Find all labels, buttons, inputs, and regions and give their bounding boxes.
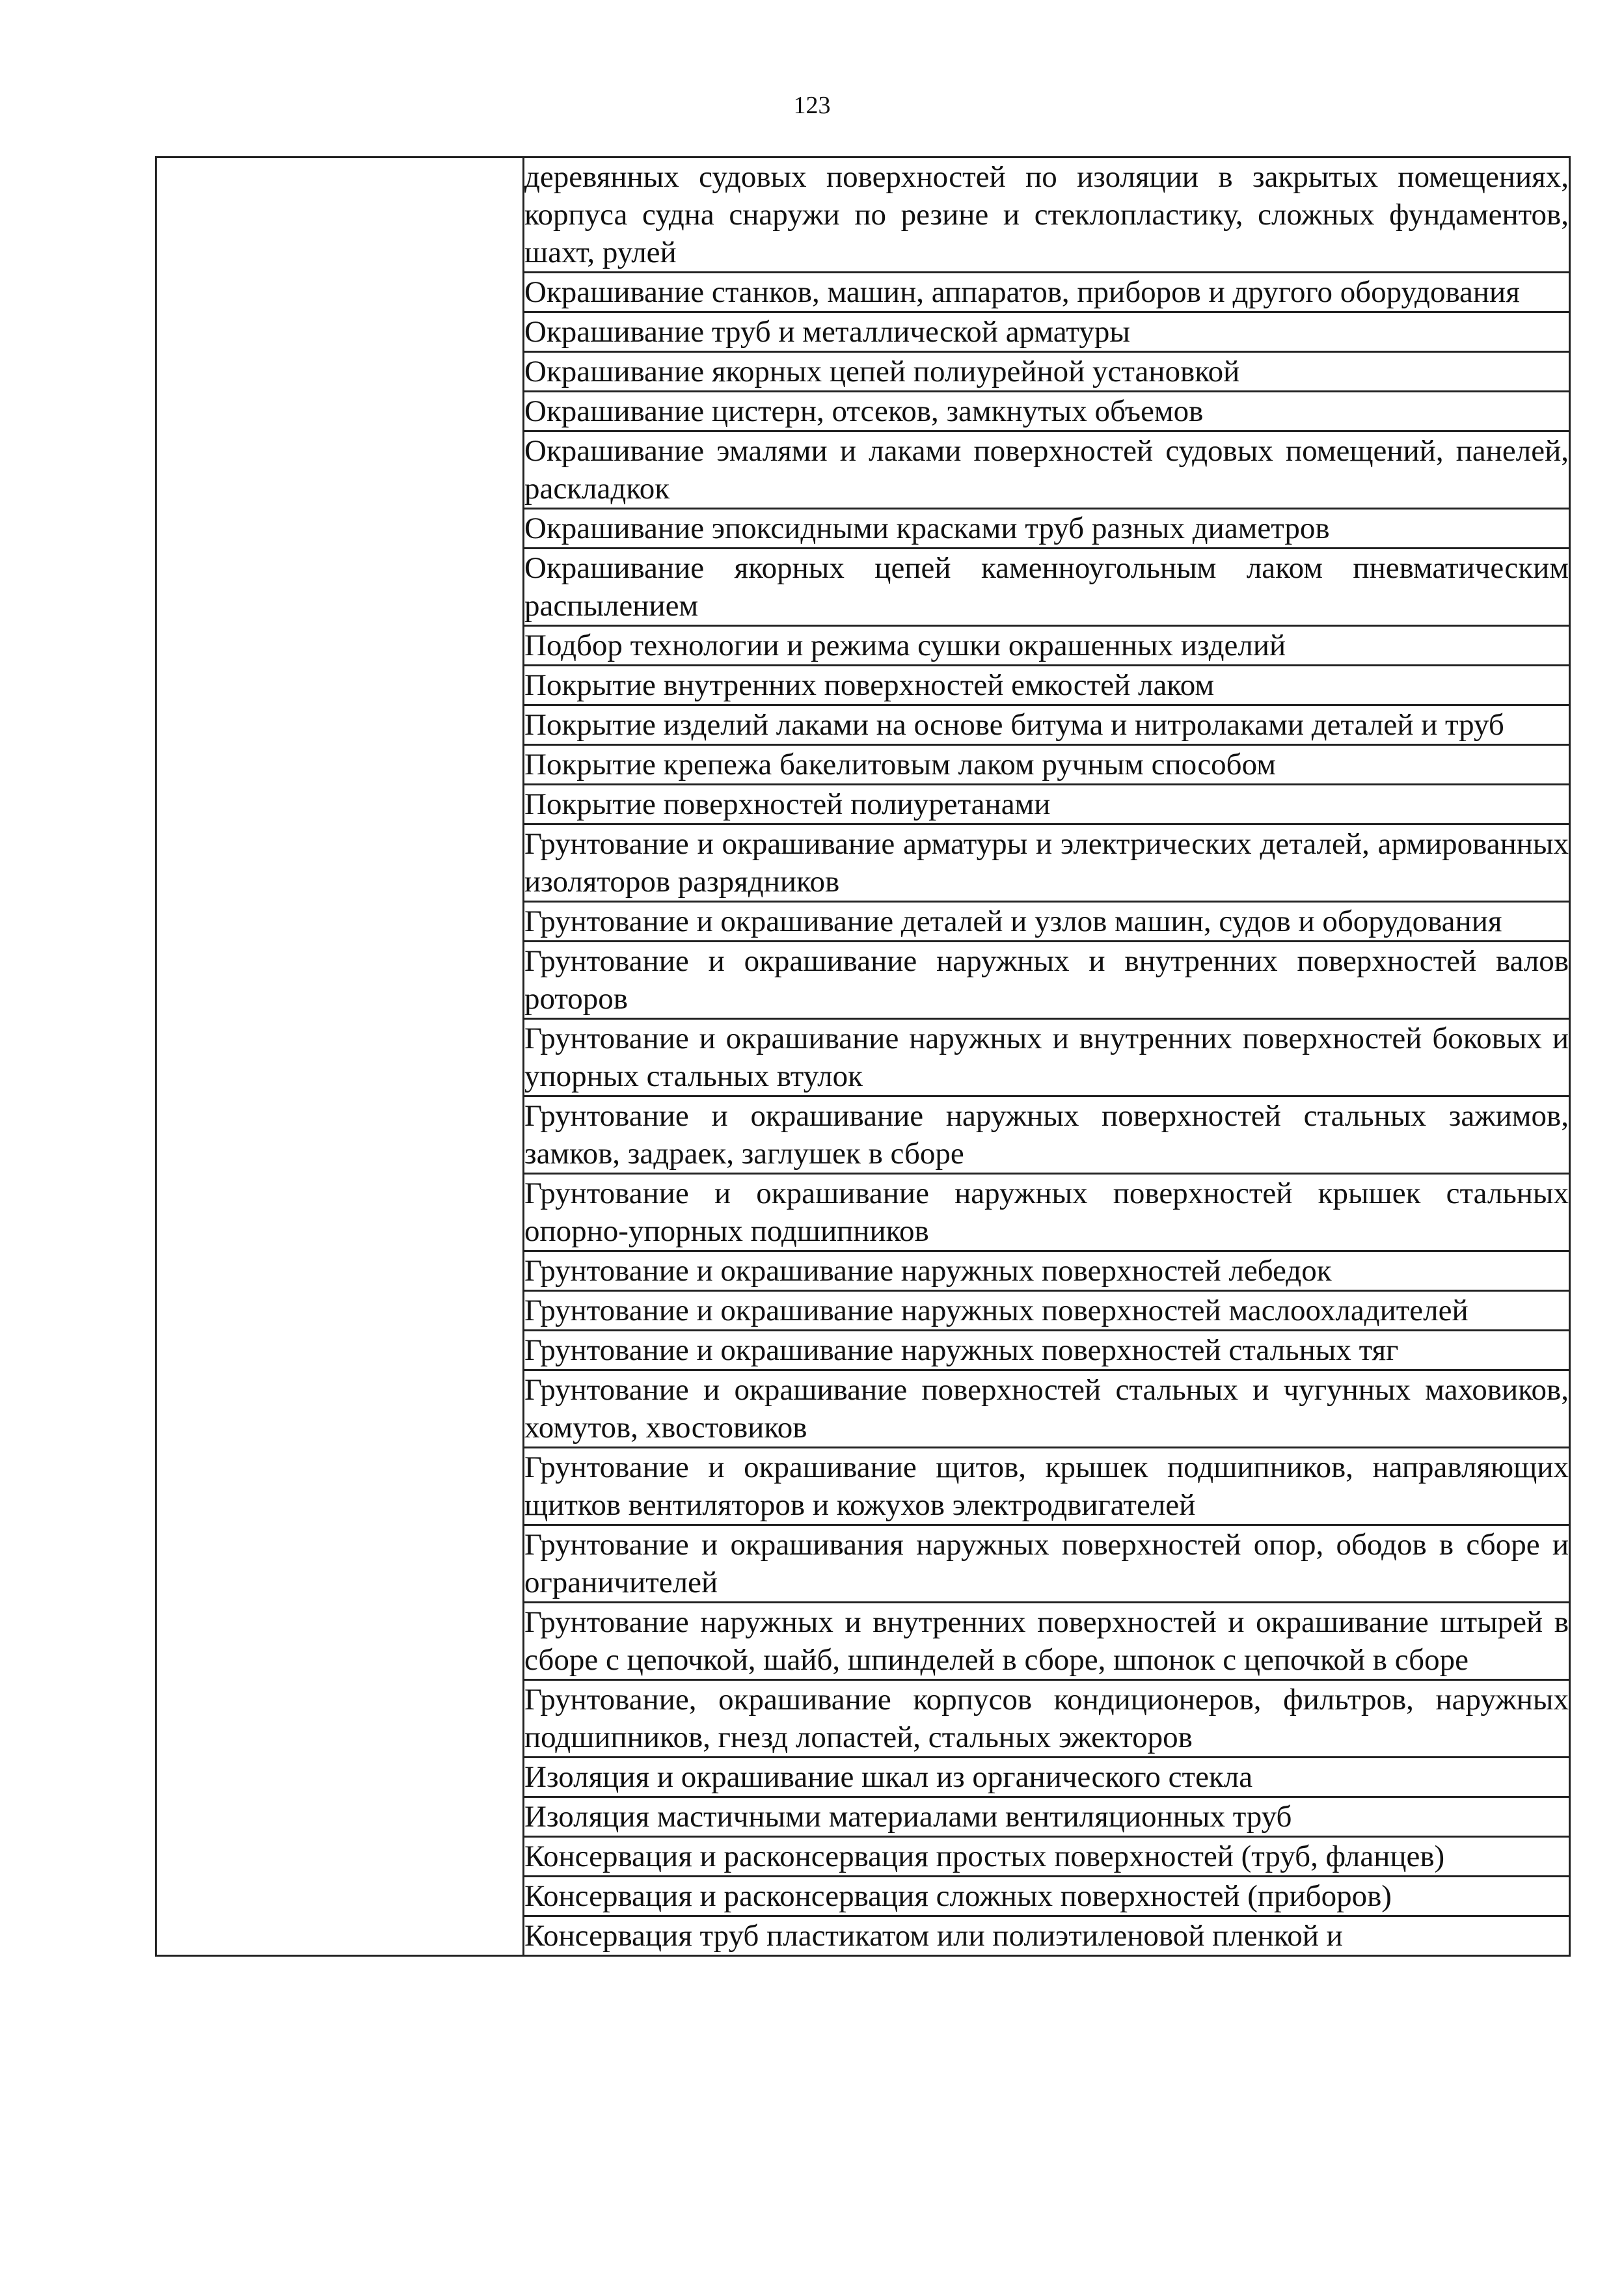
- table-cell: Окрашивание якорных цепей полиурейной установкой: [524, 352, 1570, 392]
- table-cell: Окрашивание эмалями и лаками поверхностей судовых помещений, панелей, раскладкок: [524, 431, 1570, 509]
- table-cell: Грунтование и окрашивание наружных поверхностей лебедок: [524, 1251, 1570, 1291]
- table-cell: Консервация и расконсервация простых поверхностей (труб, фланцев): [524, 1837, 1570, 1877]
- operations-table: [155, 156, 1571, 1957]
- table-cell: Грунтование наружных и внутренних поверхностей и окрашивание штырей в сборе с цепочкой, шайб, шпинделей в сборе, шпонок с цепочкой в сборе: [524, 1603, 1570, 1680]
- table-cell: деревянных судовых поверхностей по изоляции в закрытых помещениях, корпуса судна снаружи по резине и стеклопластику, сложных фундаментов, шахт, рулей: [524, 157, 1570, 273]
- table-cell: Грунтование и окрашивание наружных поверхностей стальных зажимов, замков, задраек, заглушек в сборе: [524, 1096, 1570, 1174]
- table-cell: Покрытие поверхностей полиуретанами: [524, 785, 1570, 824]
- table-cell: Грунтование и окрашивание наружных поверхностей стальных тяг: [524, 1331, 1570, 1370]
- table-cell: Подбор технологии и режима сушки окрашенных изделий: [524, 626, 1570, 666]
- table-cell: Грунтование и окрашивание наружных и внутренних поверхностей валов роторов: [524, 942, 1570, 1019]
- table-cell: Грунтование и окрашивание наружных и внутренних поверхностей боковых и упорных стальных втулок: [524, 1019, 1570, 1096]
- table-row: [156, 157, 1570, 273]
- table-cell: Грунтование и окрашивание наружных поверхностей маслоохладителей: [524, 1291, 1570, 1331]
- empty-left-column-cell: [156, 157, 524, 1956]
- table-cell: Грунтование и окрашивание поверхностей стальных и чугунных маховиков, хомутов, хвостовиков: [524, 1370, 1570, 1448]
- table-cell: Грунтование, окрашивание корпусов кондиционеров, фильтров, наружных подшипников, гнезд лопастей, стальных эжекторов: [524, 1680, 1570, 1758]
- table-cell: Грунтование и окрашивание деталей и узлов машин, судов и оборудования: [524, 902, 1570, 942]
- table-cell: Окрашивание эпоксидными красками труб разных диаметров: [524, 509, 1570, 549]
- table-cell: Покрытие крепежа бакелитовым лаком ручным способом: [524, 745, 1570, 785]
- table-cell: Окрашивание станков, машин, аппаратов, приборов и другого оборудования: [524, 273, 1570, 312]
- table-cell: Консервация труб пластикатом или полиэтиленовой пленкой и: [524, 1916, 1570, 1956]
- table-cell: Изоляция мастичными материалами вентиляционных труб: [524, 1797, 1570, 1837]
- table-cell: Грунтование и окрашивание щитов, крышек подшипников, направляющих щитков вентиляторов и кожухов электродвигателей: [524, 1448, 1570, 1525]
- table-cell: Изоляция и окрашивание шкал из органического стекла: [524, 1758, 1570, 1797]
- table-cell: Покрытие внутренних поверхностей емкостей лаком: [524, 666, 1570, 705]
- table-cell: Консервация и расконсервация сложных поверхностей (приборов): [524, 1877, 1570, 1916]
- page-number: 123: [793, 92, 831, 119]
- table-cell: Окрашивание якорных цепей каменноугольным лаком пневматическим распылением: [524, 549, 1570, 626]
- table-cell: Окрашивание труб и металлической арматуры: [524, 312, 1570, 352]
- table-cell: Окрашивание цистерн, отсеков, замкнутых объемов: [524, 392, 1570, 431]
- table-cell: Грунтование и окрашивание арматуры и электрических деталей, армированных изоляторов разрядников: [524, 824, 1570, 902]
- table-cell: Покрытие изделий лаками на основе битума и нитролаками деталей и труб: [524, 705, 1570, 745]
- table-cell: Грунтование и окрашивания наружных поверхностей опор, ободов в сборе и ограничителей: [524, 1525, 1570, 1603]
- table-cell: Грунтование и окрашивание наружных поверхностей крышек стальных опорно-упорных подшипников: [524, 1174, 1570, 1251]
